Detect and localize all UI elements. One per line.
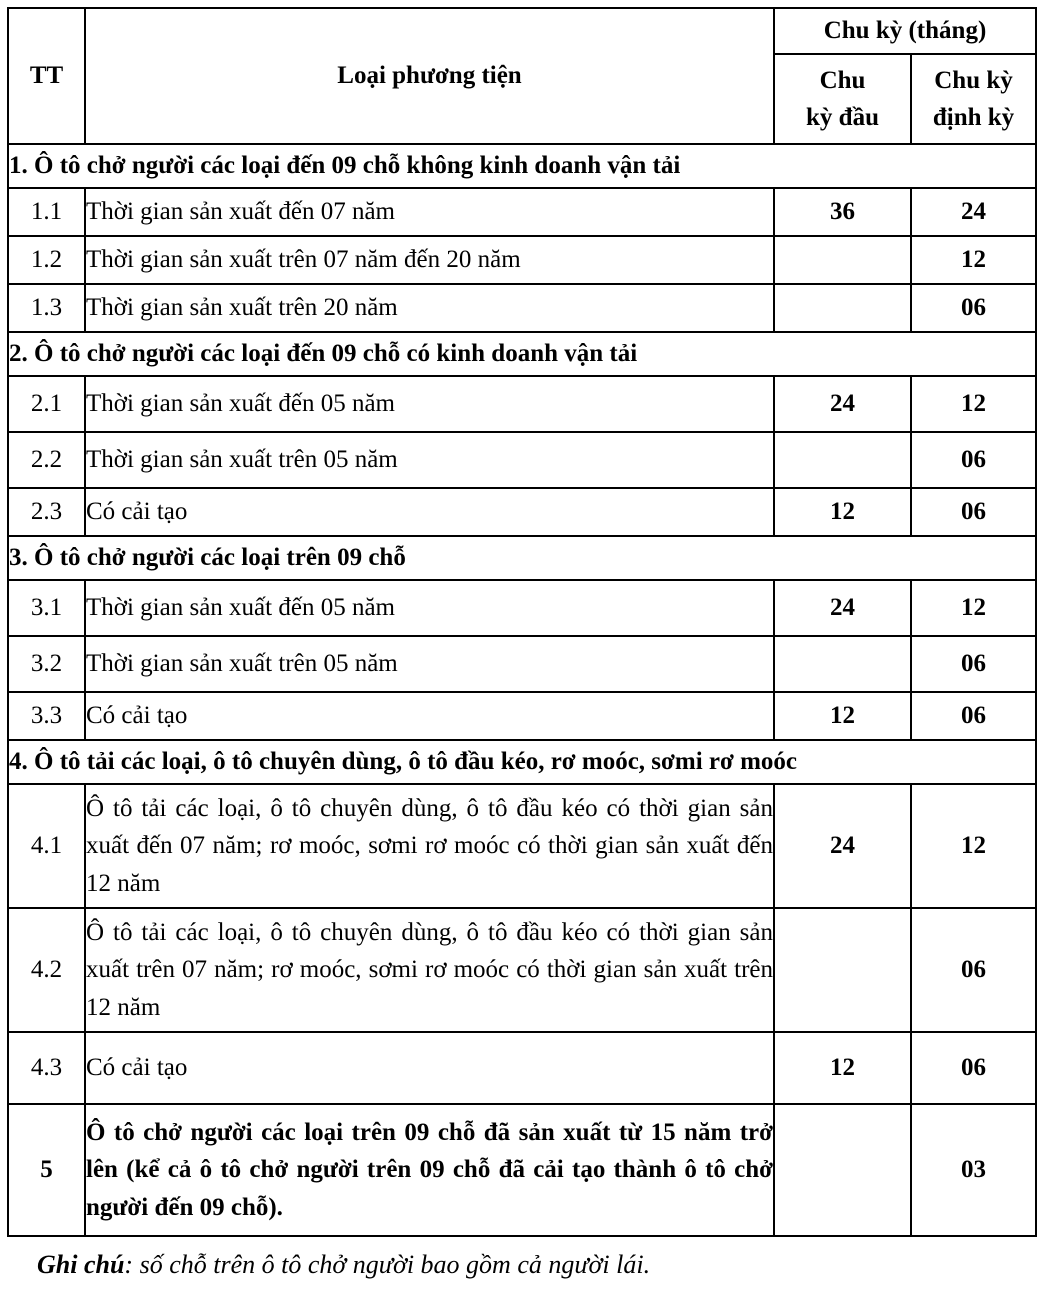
- section-title: 2. Ô tô chở người các loại đến 09 chỗ có kinh doanh vận tải: [8, 332, 1036, 376]
- header-periodic-cycle: [911, 54, 1036, 144]
- table-row: [8, 784, 1036, 908]
- row-tt: 2.3: [8, 488, 85, 536]
- row-vehicle-type: Thời gian sản xuất đến 05 năm: [85, 376, 774, 432]
- row-periodic-cycle: 12: [911, 236, 1036, 284]
- row-vehicle-type: Ô tô tải các loại, ô tô chuyên dùng, ô tô đầu kéo có thời gian sản xuất đến 07 năm; rơ moóc, sơmi rơ moóc có thời gian sản xuất đến 12 năm: [85, 784, 774, 908]
- header-periodic-cycle-line2: định kỳ: [932, 104, 1015, 131]
- header-vehicle-type: Loại phương tiện: [85, 8, 774, 144]
- row-first-cycle: [774, 636, 911, 692]
- row-first-cycle: [774, 284, 911, 332]
- footnote: [37, 1250, 650, 1280]
- section-title: 4. Ô tô tải các loại, ô tô chuyên dùng, ô tô đầu kéo, rơ moóc, sơmi rơ moóc: [8, 740, 1036, 784]
- row-periodic-cycle: 24: [911, 188, 1036, 236]
- row-first-cycle: [774, 432, 911, 488]
- row-vehicle-type: Có cải tạo: [85, 1032, 774, 1104]
- row-periodic-cycle: 06: [911, 284, 1036, 332]
- table-row: [8, 376, 1036, 432]
- header-cycle-group: Chu kỳ (tháng): [774, 8, 1036, 54]
- row-vehicle-type: Thời gian sản xuất trên 05 năm: [85, 432, 774, 488]
- header-first-cycle-line2: kỳ đầu: [806, 104, 879, 131]
- row-tt: 1.2: [8, 236, 85, 284]
- table-row: [8, 580, 1036, 636]
- section-title: 1. Ô tô chở người các loại đến 09 chỗ không kinh doanh vận tải: [8, 144, 1036, 188]
- section-row: [8, 536, 1036, 580]
- table-row-final: [8, 1104, 1036, 1236]
- table-row: [8, 236, 1036, 284]
- row-periodic-cycle: 06: [911, 908, 1036, 1032]
- table-row: [8, 1032, 1036, 1104]
- row-vehicle-type: Có cải tạo: [85, 488, 774, 536]
- row-vehicle-type: Thời gian sản xuất trên 07 năm đến 20 năm: [85, 236, 774, 284]
- row-vehicle-type: Thời gian sản xuất đến 07 năm: [85, 188, 774, 236]
- row-first-cycle: 36: [774, 188, 911, 236]
- row-periodic-cycle: 12: [911, 580, 1036, 636]
- row-tt: 2.1: [8, 376, 85, 432]
- row-vehicle-type: Thời gian sản xuất đến 05 năm: [85, 580, 774, 636]
- row-first-cycle: 24: [774, 580, 911, 636]
- header-first-cycle: [774, 54, 911, 144]
- row-first-cycle: 24: [774, 376, 911, 432]
- row-periodic-cycle: 06: [911, 636, 1036, 692]
- row-tt: 3.1: [8, 580, 85, 636]
- section-row: [8, 332, 1036, 376]
- table-row: [8, 432, 1036, 488]
- header-first-cycle-line1: Chu: [819, 66, 866, 94]
- row-first-cycle: 24: [774, 784, 911, 908]
- header-periodic-cycle-line1: Chu kỳ: [934, 66, 1013, 94]
- row-vehicle-type: Ô tô chở người các loại trên 09 chỗ đã sản xuất từ 15 năm trở lên (kể cả ô tô chở người trên 09 chỗ đã cải tạo thành ô tô chở người đến 09 chỗ).: [85, 1104, 774, 1236]
- inspection-cycle-table: [7, 7, 1037, 1237]
- table-row: [8, 908, 1036, 1032]
- row-first-cycle: 12: [774, 488, 911, 536]
- row-vehicle-type: Thời gian sản xuất trên 05 năm: [85, 636, 774, 692]
- row-tt: 4.2: [8, 908, 85, 1032]
- row-tt: 3.3: [8, 692, 85, 740]
- row-tt: 4.1: [8, 784, 85, 908]
- row-tt: 2.2: [8, 432, 85, 488]
- footnote-text: : số chỗ trên ô tô chở người bao gồm cả người lái.: [124, 1250, 651, 1279]
- section-title: 3. Ô tô chở người các loại trên 09 chỗ: [8, 536, 1036, 580]
- row-tt: 3.2: [8, 636, 85, 692]
- table-row: [8, 188, 1036, 236]
- row-first-cycle: [774, 1104, 911, 1236]
- row-vehicle-type: Ô tô tải các loại, ô tô chuyên dùng, ô tô đầu kéo có thời gian sản xuất trên 07 năm; rơ moóc, sơmi rơ moóc có thời gian sản xuất trên 12 năm: [85, 908, 774, 1032]
- row-periodic-cycle: 06: [911, 1032, 1036, 1104]
- row-periodic-cycle: 06: [911, 432, 1036, 488]
- table-row: [8, 284, 1036, 332]
- row-periodic-cycle: 06: [911, 488, 1036, 536]
- section-row: [8, 144, 1036, 188]
- row-periodic-cycle: 06: [911, 692, 1036, 740]
- row-vehicle-type: Thời gian sản xuất trên 20 năm: [85, 284, 774, 332]
- table-row: [8, 636, 1036, 692]
- row-tt: 4.3: [8, 1032, 85, 1104]
- row-periodic-cycle: 12: [911, 376, 1036, 432]
- footnote-label: Ghi chú: [37, 1250, 125, 1279]
- row-periodic-cycle: 03: [911, 1104, 1036, 1236]
- row-periodic-cycle: 12: [911, 784, 1036, 908]
- row-vehicle-type: Có cải tạo: [85, 692, 774, 740]
- row-first-cycle: 12: [774, 692, 911, 740]
- row-first-cycle: [774, 236, 911, 284]
- row-tt: 1.1: [8, 188, 85, 236]
- row-first-cycle: 12: [774, 1032, 911, 1104]
- section-row: [8, 740, 1036, 784]
- table-row: [8, 488, 1036, 536]
- table-row: [8, 692, 1036, 740]
- header-tt: TT: [8, 8, 85, 144]
- row-first-cycle: [774, 908, 911, 1032]
- row-tt: 5: [8, 1104, 85, 1236]
- row-tt: 1.3: [8, 284, 85, 332]
